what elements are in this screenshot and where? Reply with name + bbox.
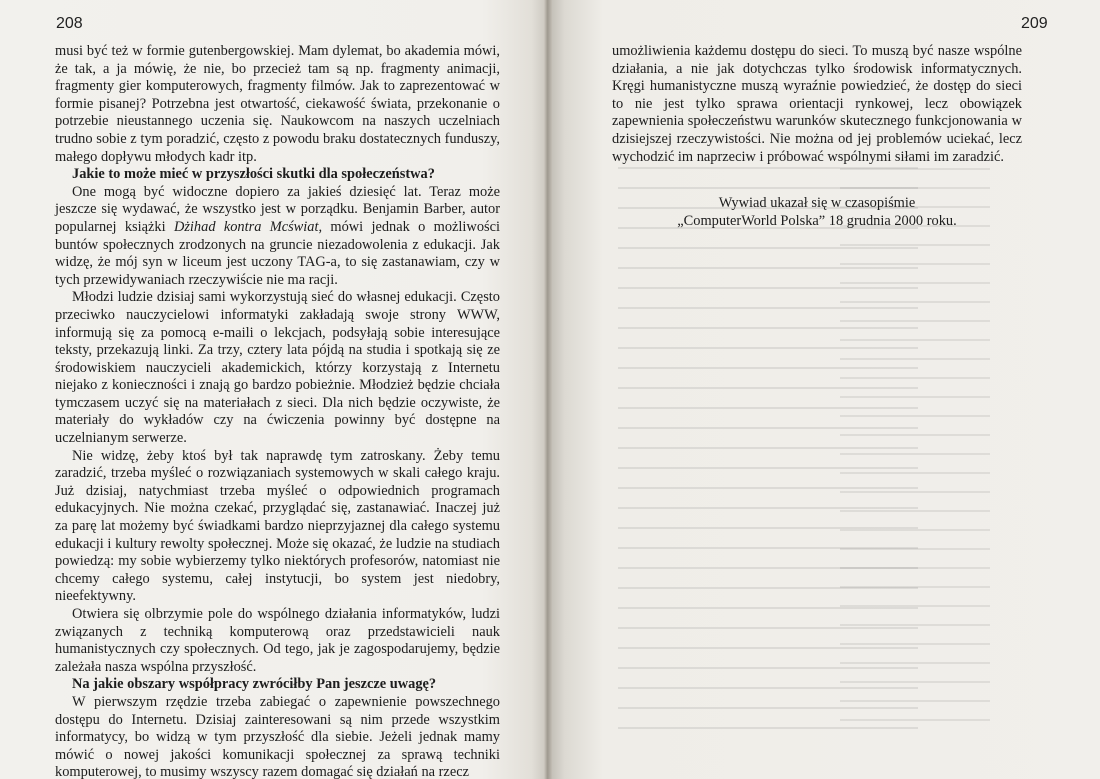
paragraph-text: One mogą być widoczne dopiero za jakieś dziesięć lat. Teraz może jeszcze się wydawać, że wszystko jest w porządku. Benjamin Barber, autor popularnej książki	[55, 183, 500, 235]
left-page	[0, 0, 548, 779]
right-page-body	[612, 43, 1022, 166]
paragraph	[55, 184, 500, 290]
paragraph: W pierwszym rzędzie trzeba zabiegać o zapewnienie powszechnego dostępu do Internetu. Dzisiaj zainteresowani są nim przede wszystkim informatycy, bo widzą w tym przyszłość dla siebie. Jeżeli jednak mamy mówić o nowej jakości komunikacji społecznej za sprawą techniki komputerowej, to musimy wszyscy razem domagać się działań na rzecz	[55, 693, 500, 779]
paragraph: Młodzi ludzie dzisiaj sami wykorzystują sieć do własnej edukacji. Często przeciwko nauczycielowi informatyki zakładają swoje strony WWW, informują się za pomocą e-maili o lekcjach, podsyłają sobie interesujące teksty, przekazują linki. Za trzy, cztery lata pójdą na studia i spotkają się ze środowiskiem nauczycieli akademickich, którzy korzystają z Internetu niejako z konieczności i znają go bardzo pobieżnie. Młodzież będzie chciała tymczasem uczyć się na materiałach z sieci. Dla nich będzie oczywiste, że materiały do wykładów czy na ćwiczenia powinny być dostępne na uczelnianym serwerze.	[55, 289, 500, 447]
left-page-body	[55, 43, 500, 779]
interview-question: Jakie to może mieć w przyszłości skutki dla społeczeństwa?	[72, 166, 435, 183]
show-through-text	[840, 160, 990, 735]
paragraph: Otwiera się olbrzymie pole do wspólnego działania informatyków, ludzi związanych z techniką komputerową oraz przedstawicieli nauk humanistycznych czy społecznych. Od tego, jak je zagospodarujemy, będzie zależała nasza wspólna przyszłość.	[55, 606, 500, 675]
paragraph-text: mówi jednak o możliwości buntów społecznych zrodzonych na gruncie niezadowolenia z edukacji. Jak widzę, że mój syn w liceum jest uczony TAG-a, to się zastanawiam, czy w tych przewidywaniach rzeczywiście nie ma racji.	[55, 218, 500, 288]
paragraph: musi być też w formie gutenbergowskiej. Mam dylemat, bo akademia mówi, że tak, a ja mówię, że nie, bo przecież tam są np. fragmenty animacji, fragmenty gier komputerowych, fragmenty filmów. Jak to zaprezentować w formie pisanej? Potrzebna jest otwartość, ciekawość świata, przekonanie o potrzebie nieustannego uczenia się. Naukowcom na naszych uczelniach trudno sobie z tym poradzić, często z powodu braku dostatecznych funduszy, małego dopływu młodych kadr itp.	[55, 43, 500, 165]
paragraph: Nie widzę, żeby ktoś był tak naprawdę tym zatroskany. Żeby temu zaradzić, trzeba myśleć o rozwiązaniach systemowych w skali całego kraju. Już dzisiaj, natychmiast trzeba myśleć o odpowiednich programach edukacyjnych. Nie można czekać, przyglądać się, zastanawiać. Inaczej już za parę lat możemy być świadkami bardzo nieprzyjaznej dla całego systemu edukacji i kultury rewolty społecznej. Może się okazać, że ludzie na studiach powiedzą: my sobie wybierzemy tylko niektórych profesorów, natomiast nie chcemy całego systemu, całej instytucji, bo system jest niedobry, nieefektywny.	[55, 447, 500, 605]
publication-note-line: „ComputerWorld Polska” 18 grudnia 2000 roku.	[677, 212, 957, 229]
page-number-left: 208	[56, 15, 83, 32]
book-spine	[544, 0, 552, 779]
paragraph: umożliwienia każdemu dostępu do sieci. To muszą być nasze wspólne działania, a nie jak dotychczas tylko środowisk informatycznych. Kręgi humanistyczne muszą wyraźnie powiedzieć, że dostęp do sieci to nie jest tylko sprawa orientacji rynkowej, lecz obowiązek zapewnienia społeczeństwu warunków skutecznego funkcjonowania w dzisiejszej rzeczywistości. Nie można od jej problemów uciekać, lecz wychodzić im naprzeciw i próbować wspólnymi siłami im zaradzić.	[612, 43, 1022, 165]
book-title: Dżihad kontra Mcświat,	[173, 218, 323, 235]
interview-question: Na jakie obszary współpracy zwróciłby Pan jeszcze uwagę?	[72, 676, 437, 693]
publication-note	[612, 195, 1022, 230]
publication-note-line: Wywiad ukazał się w czasopiśmie	[718, 195, 916, 211]
page-number-right: 209	[1021, 15, 1048, 32]
